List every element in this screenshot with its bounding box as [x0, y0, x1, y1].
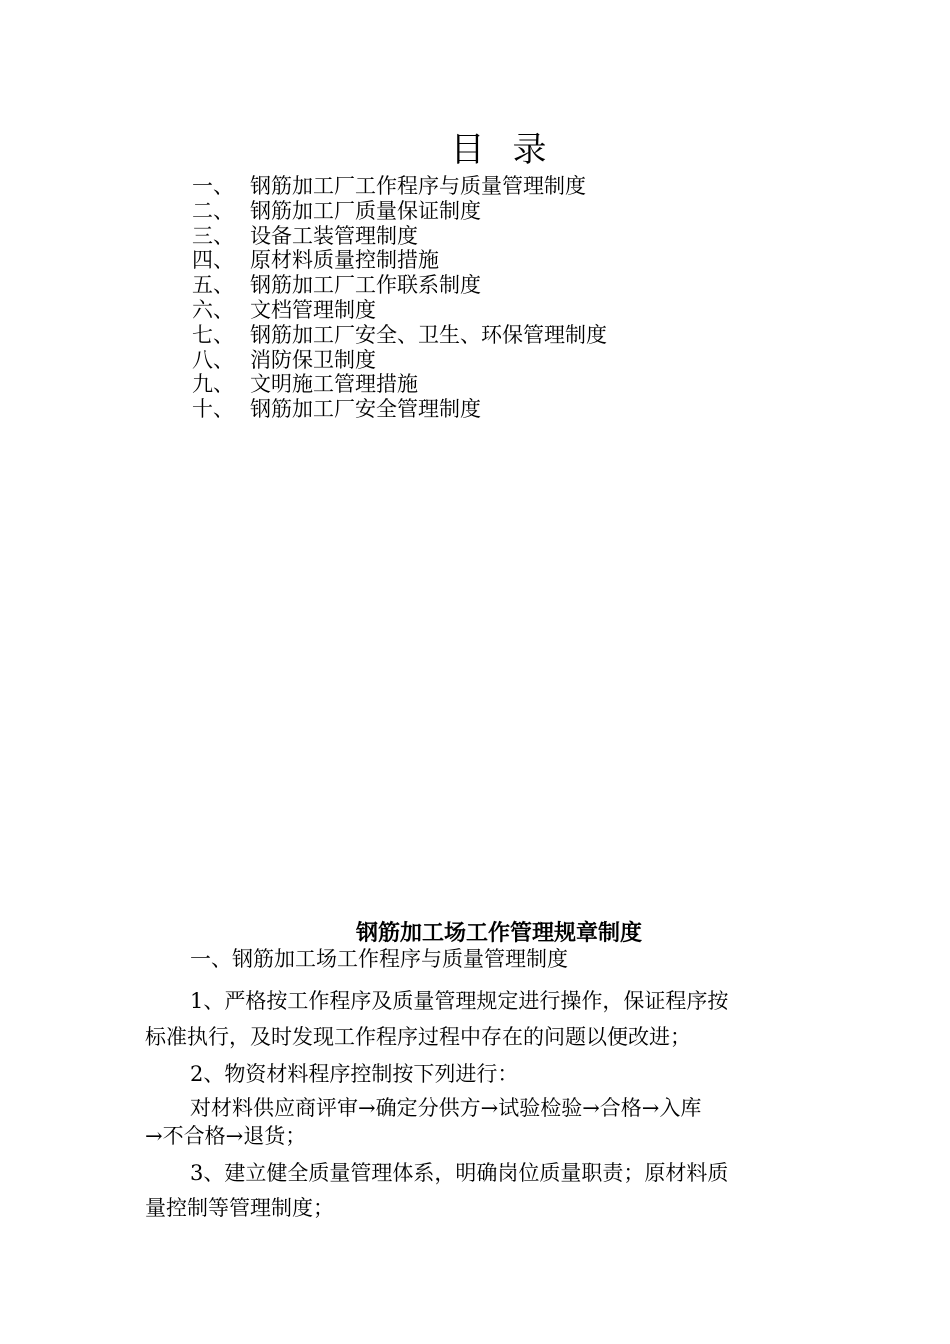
- toc-item-text: 钢筋加工厂安全管理制度: [250, 397, 481, 422]
- toc-item-text: 钢筋加工厂工作联系制度: [250, 273, 481, 298]
- paragraph-3-line-2: →不合格→退货；: [145, 1124, 307, 1148]
- paragraph-1-line-2: 标准执行，及时发现工作程序过程中存在的问题以便改进；: [145, 1025, 691, 1049]
- toc-item-number: 五、: [192, 273, 234, 298]
- toc-item-text: 钢筋加工厂安全、卫生、环保管理制度: [250, 322, 607, 347]
- toc-item-number: 四、: [192, 248, 234, 273]
- toc-item: [192, 273, 607, 298]
- toc-item-text: 原材料质量控制措施: [250, 248, 439, 273]
- toc-item-number: 八、: [192, 347, 234, 372]
- paragraph-1-line-1: 1、严格按工作程序及质量管理规定进行操作，保证程序按: [190, 989, 729, 1013]
- toc-item: [192, 372, 607, 397]
- toc-title: 目录: [450, 130, 575, 170]
- toc-item-number: 三、: [192, 223, 234, 248]
- toc-item-text: 钢筋加工厂质量保证制度: [250, 198, 481, 223]
- toc-item-number: 六、: [192, 297, 234, 322]
- paragraph-3-line-1: 对材料供应商评审→确定分供方→试验检验→合格→入库: [190, 1096, 702, 1120]
- paragraph-2: 2、物资材料程序控制按下列进行：: [190, 1062, 519, 1086]
- toc-item: [192, 323, 607, 348]
- section-heading: 一、钢筋加工场工作程序与质量管理制度: [190, 947, 568, 971]
- toc-item: [192, 348, 607, 373]
- toc-item-number: 二、: [192, 198, 234, 223]
- toc-item-text: 文档管理制度: [250, 297, 376, 322]
- toc-item-text: 设备工装管理制度: [250, 223, 418, 248]
- toc-item: [192, 298, 607, 323]
- toc-item: [192, 199, 607, 224]
- document-title: 钢筋加工场工作管理规章制度: [355, 920, 642, 946]
- toc-item-text: 消防保卫制度: [250, 347, 376, 372]
- toc-item-number: 七、: [192, 322, 234, 347]
- toc-list: [192, 174, 607, 422]
- paragraph-4-line-2: 量控制等管理制度；: [145, 1196, 334, 1220]
- toc-item: [192, 174, 607, 199]
- toc-item-text: 文明施工管理措施: [250, 372, 418, 397]
- toc-item: [192, 248, 607, 273]
- toc-item: [192, 224, 607, 249]
- toc-item-text: 钢筋加工厂工作程序与质量管理制度: [250, 174, 586, 198]
- toc-item-number: 一、: [192, 174, 234, 198]
- toc-item-number: 九、: [192, 372, 234, 397]
- toc-item: [192, 397, 607, 422]
- paragraph-4-line-1: 3、建立健全质量管理体系，明确岗位质量职责；原材料质: [190, 1161, 729, 1185]
- toc-item-number: 十、: [192, 397, 234, 422]
